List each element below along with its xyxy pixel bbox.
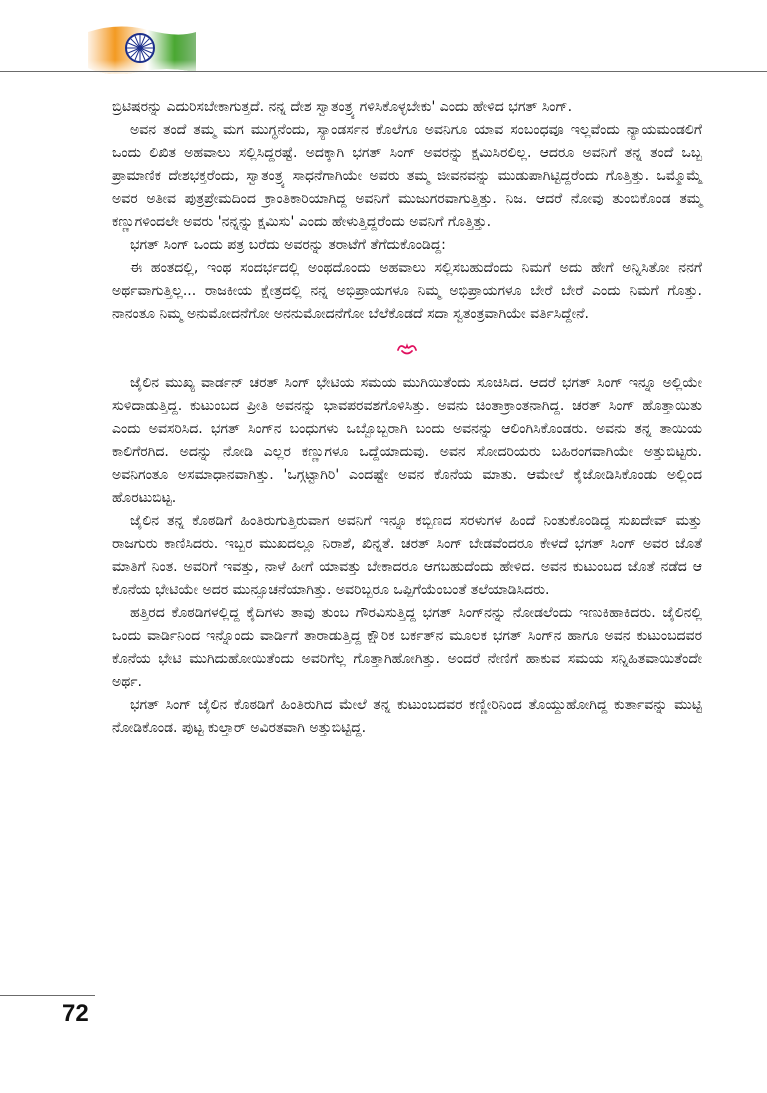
paragraph: ಜೈಲಿನ ಮುಖ್ಯ ವಾರ್ಡನ್ ಚರತ್ ಸಿಂಗ್ ಭೇಟಿಯ ಸಮಯ ಮುಗಿಯಿತೆಂದು ಸೂಚಿಸಿದ. ಆದರೆ ಭಗತ್ ಸಿಂಗ್ ಇನ್ನೂ ಅಲ್ಲಿಯೇ ಸುಳಿದಾಡುತ್ತಿದ್ದ. ಕುಟುಂಬದ ಪ್ರೀತಿ ಅವನನ್ನು ಭಾವಪರವಶಗೊಳಿಸಿತ್ತು. ಅವನು ಚಿಂತಾಕ್ರಾಂತನಾಗಿದ್ದ. ಚರತ್ ಸಿಂಗ್ ಹೊತ್ತಾಯಿತು ಎಂದು ಅವಸರಿಸಿದ. ಭಗತ್ ಸಿಂಗ್‌ನ ಬಂಧುಗಳು ಒಬ್ಬೊಬ್ಬರಾಗಿ ಬಂದು ಅವನನ್ನು ಆಲಿಂಗಿಸಿಕೊಂಡರು. ಅವನು ತನ್ನ ತಾಯಿಯ ಕಾಲಿಗೆರಗಿದ. ಅದನ್ನು ನೋಡಿ ಎಲ್ಲರ ಕಣ್ಣುಗಳೂ ಒದ್ದೆಯಾದುವು. ಅವನ ಸೋದರಿಯರು ಬಹಿರಂಗವಾಗಿಯೇ ಅತ್ತುಬಿಟ್ಟರು. ಅವನಿಗಂತೂ ಅಸಮಾಧಾನವಾಗಿತ್ತು. 'ಒಗ್ಗಟ್ಟಾಗಿರಿ' ಎಂದಷ್ಟೇ ಅವನ ಕೊನೆಯ ಮಾತು. ಆಮೇಲೆ ಕೈಜೋಡಿಸಿಕೊಂಡು ಅಲ್ಲಿಂದ ಹೊರಟುಬಿಟ್ಟ. — [112, 375, 702, 506]
page-body — [112, 96, 702, 740]
section-divider — [112, 340, 702, 362]
header-rule — [0, 71, 767, 72]
ornament-divider-icon — [396, 342, 418, 356]
paragraph: ಜೈಲಿನ ತನ್ನ ಕೊಠಡಿಗೆ ಹಿಂತಿರುಗುತ್ತಿರುವಾಗ ಅವನಿಗೆ ಇನ್ನೂ ಕಬ್ಬಿಣದ ಸರಳುಗಳ ಹಿಂದೆ ನಿಂತುಕೊಂಡಿದ್ದ ಸುಖದೇವ್ ಮತ್ತು ರಾಜಗುರು ಕಾಣಿಸಿದರು. ಇಬ್ಬರ ಮುಖದಲ್ಲೂ ನಿರಾಶೆ, ಖಿನ್ನತೆ. ಚರತ್ ಸಿಂಗ್ ಬೇಡವೆಂದರೂ ಕೇಳದೆ ಭಗತ್ ಸಿಂಗ್ ಅವರ ಜೊತೆ ಮಾತಿಗೆ ನಿಂತ. ಅವರಿಗೆ ಇವತ್ತು, ನಾಳೆ ಹೀಗೆ ಯಾವತ್ತು ಬೇಕಾದರೂ ಆಗಬಹುದೆಂದು ಹೇಳಿದ. ಅವನ ಕುಟುಂಬದ ಜೊತೆ ನಡೆದ ಆ ಕೊನೆಯ ಭೇಟಿಯೇ ಅದರ ಮುನ್ಸೂಚನೆಯಾಗಿತ್ತು. ಅವರಿಬ್ಬರೂ ಒಪ್ಪಿಗೆಯೆಂಬಂತೆ ತಲೆಯಾಡಿಸಿದರು. — [112, 513, 702, 598]
paragraph: ಅವನ ತಂದೆ ತಮ್ಮ ಮಗ ಮುಗ್ಧನೆಂದು, ಸ್ಯಾಂಡರ್ಸನ ಕೊಲೆಗೂ ಅವನಿಗೂ ಯಾವ ಸಂಬಂಧವೂ ಇಲ್ಲವೆಂದು ನ್ಯಾಯಮಂಡಲಿಗೆ ಒಂದು ಲಿಖಿತ ಅಹವಾಲು ಸಲ್ಲಿಸಿದ್ದರಷ್ಟೆ. ಅದಕ್ಕಾಗಿ ಭಗತ್ ಸಿಂಗ್ ಅವರನ್ನು ಕ್ಷಮಿಸಿರಲಿಲ್ಲ. ಆದರೂ ಅವನಿಗೆ ತನ್ನ ತಂದೆ ಒಬ್ಬ ಪ್ರಾಮಾಣಿಕ ದೇಶಭಕ್ತರೆಂದು, ಸ್ವಾತಂತ್ರ್ಯ ಸಾಧನೆಗಾಗಿಯೇ ಅವರು ತಮ್ಮ ಜೀವನವನ್ನು ಮುಡುಪಾಗಿಟ್ಟಿದ್ದರೆಂದು ಗೊತ್ತಿತ್ತು. ಒಮ್ಮೊಮ್ಮೆ ಅವರ ಅತೀವ ಪುತ್ರಪ್ರೇಮದಿಂದ ಕ್ರಾಂತಿಕಾರಿಯಾಗಿದ್ದ ಅವನಿಗೆ ಮುಜುಗರವಾಗುತ್ತಿತ್ತು. ನಿಜ. ಆದರೆ ನೋವು ತುಂಬಿಕೊಂಡ ತಮ್ಮ ಕಣ್ಣುಗಳಿಂದಲೇ ಅವರು 'ನನ್ನನ್ನು ಕ್ಷಮಿಸು' ಎಂದು ಹೇಳುತ್ತಿದ್ದರೆಂದು ಅವನಿಗೆ ಗೊತ್ತಿತ್ತು. — [112, 122, 702, 230]
page-number: 72 — [62, 1000, 89, 1027]
paragraph: ಹತ್ತಿರದ ಕೊಠಡಿಗಳಲ್ಲಿದ್ದ ಕೈದಿಗಳು ತಾವು ತುಂಬ ಗೌರವಿಸುತ್ತಿದ್ದ ಭಗತ್ ಸಿಂಗ್‌ನನ್ನು ನೋಡಲೆಂದು ಇಣುಕಿಹಾಕಿದರು. ಜೈಲಿನಲ್ಲಿ ಒಂದು ವಾರ್ಡಿನಿಂದ ಇನ್ನೊಂದು ವಾರ್ಡಿಗೆ ತಾರಾಡುತ್ತಿದ್ದ ಕ್ಷೌರಿಕ ಬರ್ಕತ್‌ನ ಮೂಲಕ ಭಗತ್ ಸಿಂಗ್‌ನ ಹಾಗೂ ಅವನ ಕುಟುಂಬದವರ ಕೊನೆಯ ಭೇಟಿ ಮುಗಿದುಹೋಯಿತೆಂದು ಅವರಿಗೆಲ್ಲ ಗೊತ್ತಾಗಿಹೋಗಿತ್ತು. ಅಂದರೆ ನೇಣಿಗೆ ಹಾಕುವ ಸಮಯ ಸನ್ನಿಹಿತವಾಯಿತೆಂದೇ ಅರ್ಥ. — [112, 605, 702, 690]
header-logo — [88, 22, 196, 74]
paragraph: ಭಗತ್ ಸಿಂಗ್ ಒಂದು ಪತ್ರ ಬರೆದು ಅವರನ್ನು ತರಾಟೆಗೆ ತೆಗೆದುಕೊಂಡಿದ್ದ: — [130, 237, 446, 253]
indian-flag-chakra-icon — [88, 22, 196, 74]
footer-rule — [0, 995, 95, 996]
paragraph: ಬ್ರಿಟಿಷರನ್ನು ಎದುರಿಸಬೇಕಾಗುತ್ತದೆ. ನನ್ನ ದೇಶ ಸ್ವಾತಂತ್ರ್ಯ ಗಳಿಸಿಕೊಳ್ಳಬೇಕು' ಎಂದು ಹೇಳಿದ ಭಗತ್ ಸಿಂಗ್. — [112, 99, 573, 115]
paragraph: ಭಗತ್ ಸಿಂಗ್ ಜೈಲಿನ ಕೊಠಡಿಗೆ ಹಿಂತಿರುಗಿದ ಮೇಲೆ ತನ್ನ ಕುಟುಂಬದವರ ಕಣ್ಣೀರಿನಿಂದ ತೊಯ್ದುಹೋಗಿದ್ದ ಕುರ್ತಾವನ್ನು ಮುಟ್ಟಿ ನೋಡಿಕೊಂಡ. ಪುಟ್ಟ ಕುಲ್ತಾರ್ ಅವಿರತವಾಗಿ ಅತ್ತುಬಿಟ್ಟಿದ್ದ. — [112, 697, 702, 736]
letter-quote-paragraph: ಈ ಹಂತದಲ್ಲಿ, ಇಂಥ ಸಂದರ್ಭದಲ್ಲಿ ಅಂಥದೊಂದು ಅಹವಾಲು ಸಲ್ಲಿಸಬಹುದೆಂದು ನಿಮಗೆ ಅದು ಹೇಗೆ ಅನ್ನಿಸಿತೋ ನನಗೆ ಅರ್ಥವಾಗುತ್ತಿಲ್ಲ... ರಾಜಕೀಯ ಕ್ಷೇತ್ರದಲ್ಲಿ ನನ್ನ ಅಭಿಪ್ರಾಯಗಳೂ ನಿಮ್ಮ ಅಭಿಪ್ರಾಯಗಳೂ ಬೇರೆ ಬೇರೆ ಎಂದು ನಿಮಗೆ ಗೊತ್ತು. ನಾನಂತೂ ನಿಮ್ಮ ಅನುಮೋದನೆಗೋ ಅನನುಮೋದನೆಗೋ ಬೆಲೆಕೊಡದೆ ಸದಾ ಸ್ವತಂತ್ರವಾಗಿಯೇ ವರ್ತಿಸಿದ್ದೇನೆ. — [112, 260, 702, 322]
